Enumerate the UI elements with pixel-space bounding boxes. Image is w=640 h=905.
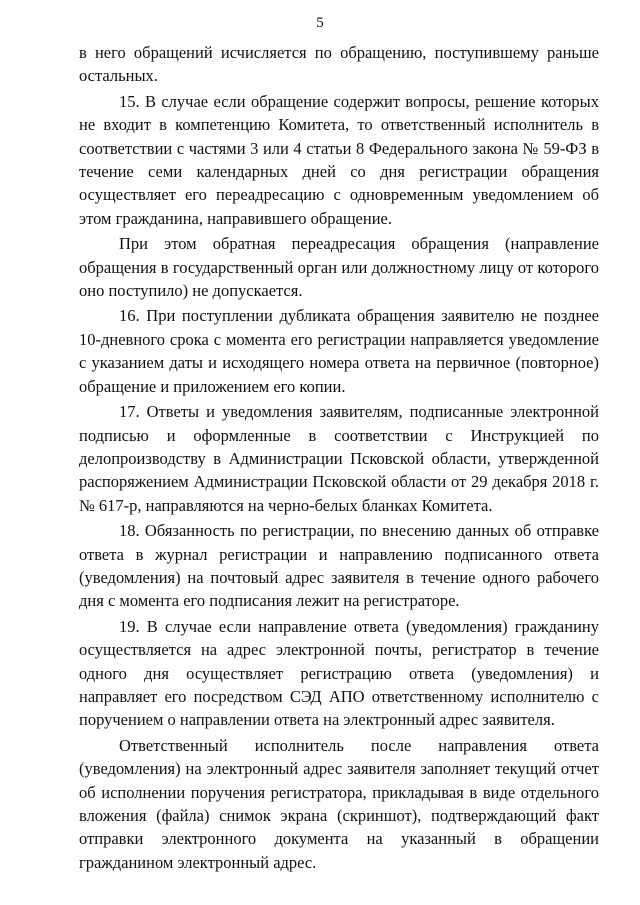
paragraph-continuation: в него обращений исчисляется по обращению, поступившему раньше остальных. [79,43,599,86]
page-number: 5 [316,15,324,31]
paragraph-item-16: 16. При поступлении дубликата обращения заявителю не позднее 10-дневного срока с момента его регистрации направляется уведомление с указанием даты и исходящего номера ответа на первичное (повторное) обращение и приложением его копии. [79,306,599,396]
paragraph-reverse-redirect: При этом обратная переадресация обращения (направление обращения в государственный орган или должностному лицу от которого оно поступило) не допускается. [79,234,599,301]
paragraph-item-17: 17. Ответы и уведомления заявителям, подписанные электронной подписью и оформленные в соответствии с Инструкцией по делопроизводству в Администрации Псковской области, утвержденной распоряжением Администрации Псковской области от 29 декабря 2018 г. № 617-р, направляются на черно-белых бланках Комитета. [79,402,599,515]
paragraph-responsible-executor: Ответственный исполнитель после направления ответа (уведомления) на электронный адрес заявителя заполняет текущий отчет об исполнении поручения регистратора, прикладывая в виде отдельного вложения (файла) снимок экрана (скриншот), подтверждающий факт отправки электронного документа на указанный в обращении гражданином электронный адрес. [79,735,599,872]
paragraph-item-18: 18. Обязанность по регистрации, по внесению данных об отправке ответа в журнал регистрации и направлению подписанного ответа (уведомления) на почтовый адрес заявителя в течение одного рабочего дня с момента его подписания лежит на регистраторе. [79,521,599,611]
paragraph-item-19: 19. В случае если направление ответа (уведомления) гражданину осуществляется на адрес электронной почты, регистратор в течение одного дня осуществляет регистрацию ответа (уведомления) и направляет его посредством СЭД АПО ответственному исполнителю с поручением о направлении ответа на электронный адрес заявителя. [79,616,599,730]
paragraph-item-15: 15. В случае если обращение содержит вопросы, решение которых не входит в компетенцию Комитета, то ответственный исполнитель в соответствии с частями 3 или 4 статьи 8 Федерального закона № 59-ФЗ в течение семи календарных дней со дня регистрации обращения осуществляет его переадресацию с одновременным уведомлением об этом гражданина, направившего обращение. [79,91,599,228]
document-body [79,41,599,876]
